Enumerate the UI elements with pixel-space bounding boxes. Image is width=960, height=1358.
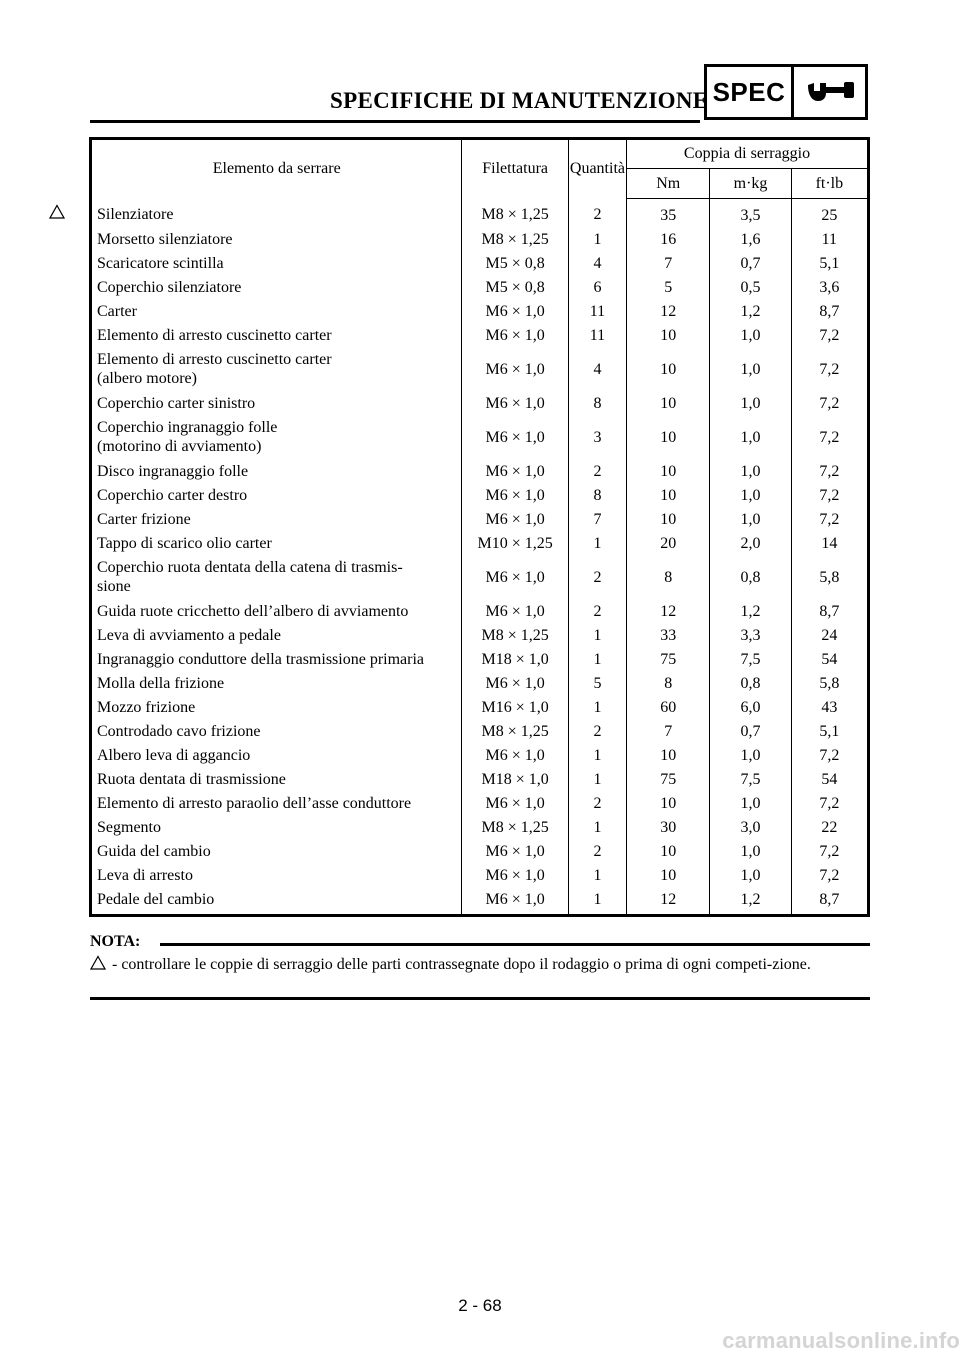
element-name: Ruota dentata di trasmissione: [97, 770, 286, 788]
cell-nm: 5: [627, 275, 710, 299]
spec-label: SPEC: [712, 76, 786, 107]
table-row: [91, 791, 869, 815]
cell-ftlb: 3,6: [791, 275, 868, 299]
table-row: [91, 623, 869, 647]
wrench-icon: [804, 79, 856, 105]
cell-thread: M6 × 1,0: [462, 887, 568, 916]
cell-nm: 16: [627, 227, 710, 251]
cell-nm: 10: [627, 483, 710, 507]
cell-thread: M6 × 1,0: [462, 863, 568, 887]
note-rule-top: [160, 943, 870, 946]
cell-ftlb: 7,2: [791, 743, 868, 767]
element-name: Elemento di arresto cuscinetto carter: [97, 351, 332, 368]
cell-mkg: 1,0: [710, 863, 791, 887]
element-name: Pedale del cambio: [97, 890, 215, 908]
cell-ftlb: 14: [791, 531, 868, 555]
cell-thread: M6 × 1,0: [462, 415, 568, 459]
cell-element: [91, 299, 462, 323]
cell-thread: M6 × 1,0: [462, 507, 568, 531]
table-row: [91, 719, 869, 743]
cell-element: [91, 791, 462, 815]
note-label: NOTA:: [90, 933, 141, 950]
cell-ftlb: 7,2: [791, 507, 868, 531]
cell-nm: 10: [627, 323, 710, 347]
cell-element: [91, 719, 462, 743]
column-header-element: Elemento da serrare: [91, 139, 462, 199]
cell-element: [91, 459, 462, 483]
cell-thread: M8 × 1,25: [462, 227, 568, 251]
cell-ftlb: 25: [791, 199, 868, 228]
cell-element: [91, 695, 462, 719]
cell-mkg: 1,0: [710, 323, 791, 347]
cell-element: [91, 323, 462, 347]
table-row: [91, 815, 869, 839]
cell-thread: M6 × 1,0: [462, 599, 568, 623]
cell-quantity: 1: [568, 815, 626, 839]
cell-quantity: 4: [568, 347, 626, 391]
cell-ftlb: 7,2: [791, 863, 868, 887]
table-row: [91, 863, 869, 887]
cell-ftlb: 7,2: [791, 347, 868, 391]
cell-nm: 10: [627, 459, 710, 483]
cell-ftlb: 11: [791, 227, 868, 251]
cell-element: [91, 347, 462, 391]
note-rule-bottom: [90, 997, 870, 1000]
cell-quantity: 3: [568, 415, 626, 459]
table-row: [91, 391, 869, 415]
cell-quantity: 1: [568, 531, 626, 555]
triangle-mark-icon: [90, 955, 106, 970]
cell-thread: M8 × 1,25: [462, 623, 568, 647]
cell-nm: 12: [627, 299, 710, 323]
cell-quantity: 2: [568, 555, 626, 599]
table-row: [91, 483, 869, 507]
table-row: [91, 671, 869, 695]
cell-ftlb: 8,7: [791, 599, 868, 623]
cell-quantity: 5: [568, 671, 626, 695]
cell-ftlb: 8,7: [791, 299, 868, 323]
cell-quantity: 1: [568, 767, 626, 791]
cell-mkg: 1,6: [710, 227, 791, 251]
cell-quantity: 11: [568, 323, 626, 347]
cell-ftlb: 24: [791, 623, 868, 647]
element-name: Carter frizione: [97, 510, 191, 528]
cell-ftlb: 7,2: [791, 459, 868, 483]
watermark: carmanualsonline.info: [722, 1328, 960, 1353]
element-name: Molla della frizione: [97, 674, 225, 692]
cell-ftlb: 5,8: [791, 671, 868, 695]
cell-element: [91, 671, 462, 695]
cell-mkg: 1,0: [710, 839, 791, 863]
element-name: Disco ingranaggio folle: [97, 462, 249, 480]
element-name: Segmento: [97, 818, 161, 836]
cell-mkg: 1,0: [710, 791, 791, 815]
cell-quantity: 2: [568, 791, 626, 815]
element-name: Controdado cavo frizione: [97, 722, 261, 740]
cell-thread: M8 × 1,25: [462, 199, 568, 228]
header-rule: [90, 120, 700, 123]
table-row: [91, 887, 869, 916]
cell-thread: M16 × 1,0: [462, 695, 568, 719]
cell-thread: M6 × 1,0: [462, 391, 568, 415]
cell-element: [91, 743, 462, 767]
element-name: Leva di arresto: [97, 866, 193, 884]
cell-quantity: 1: [568, 695, 626, 719]
note-text-block: [90, 953, 870, 977]
cell-mkg: 6,0: [710, 695, 791, 719]
cell-ftlb: 54: [791, 647, 868, 671]
cell-quantity: 2: [568, 719, 626, 743]
cell-nm: 10: [627, 839, 710, 863]
table-row: [91, 347, 869, 391]
cell-element: [91, 839, 462, 863]
cell-nm: 12: [627, 599, 710, 623]
table-row: [91, 275, 869, 299]
cell-ftlb: 7,2: [791, 391, 868, 415]
cell-mkg: 1,0: [710, 459, 791, 483]
cell-thread: M6 × 1,0: [462, 743, 568, 767]
cell-quantity: 8: [568, 391, 626, 415]
cell-mkg: 0,7: [710, 719, 791, 743]
cell-ftlb: 5,1: [791, 719, 868, 743]
cell-quantity: 6: [568, 275, 626, 299]
table-row: [91, 555, 869, 599]
cell-quantity: 2: [568, 199, 626, 228]
element-name: Coperchio ingranaggio folle: [97, 419, 278, 436]
cell-quantity: 4: [568, 251, 626, 275]
wrench-icon-box: [791, 64, 868, 120]
column-header-quantity: Quantità: [568, 139, 626, 199]
cell-nm: 75: [627, 767, 710, 791]
table-row: [91, 507, 869, 531]
element-name: Mozzo frizione: [97, 698, 196, 716]
cell-quantity: 1: [568, 743, 626, 767]
cell-thread: M6 × 1,0: [462, 323, 568, 347]
cell-ftlb: 5,1: [791, 251, 868, 275]
cell-nm: 35: [627, 199, 710, 228]
cell-thread: M6 × 1,0: [462, 459, 568, 483]
cell-nm: 10: [627, 415, 710, 459]
cell-thread: M6 × 1,0: [462, 555, 568, 599]
cell-thread: M10 × 1,25: [462, 531, 568, 555]
column-header-ftlb: ft·lb: [791, 169, 868, 199]
element-name: Scaricatore scintilla: [97, 254, 224, 272]
cell-ftlb: 7,2: [791, 839, 868, 863]
cell-nm: 10: [627, 743, 710, 767]
cell-mkg: 7,5: [710, 647, 791, 671]
cell-ftlb: 7,2: [791, 415, 868, 459]
cell-element: [91, 483, 462, 507]
element-name: Coperchio carter sinistro: [97, 394, 256, 412]
cell-nm: 75: [627, 647, 710, 671]
cell-thread: M6 × 1,0: [462, 347, 568, 391]
cell-thread: M18 × 1,0: [462, 767, 568, 791]
cell-mkg: 3,3: [710, 623, 791, 647]
cell-mkg: 1,2: [710, 887, 791, 916]
cell-quantity: 2: [568, 599, 626, 623]
cell-quantity: 11: [568, 299, 626, 323]
table-row: [91, 839, 869, 863]
cell-element: [91, 555, 462, 599]
cell-thread: M6 × 1,0: [462, 671, 568, 695]
cell-nm: 20: [627, 531, 710, 555]
cell-mkg: 1,2: [710, 599, 791, 623]
cell-element: [91, 647, 462, 671]
element-name-continued: sione: [97, 578, 131, 595]
table-row: [91, 299, 869, 323]
cell-thread: M6 × 1,0: [462, 299, 568, 323]
element-name: Elemento di arresto paraolio dell’asse conduttore: [97, 794, 412, 812]
cell-element: [91, 227, 462, 251]
element-name: Guida del cambio: [97, 842, 211, 860]
cell-mkg: 1,0: [710, 391, 791, 415]
cell-nm: 30: [627, 815, 710, 839]
cell-thread: M6 × 1,0: [462, 483, 568, 507]
column-header-nm: Nm: [627, 169, 710, 199]
cell-nm: 60: [627, 695, 710, 719]
cell-element: [91, 767, 462, 791]
column-header-torque: Coppia di serraggio: [627, 139, 869, 169]
cell-ftlb: 7,2: [791, 791, 868, 815]
cell-mkg: 0,8: [710, 671, 791, 695]
table-row: [91, 199, 869, 228]
cell-thread: M5 × 0,8: [462, 251, 568, 275]
cell-ftlb: 5,8: [791, 555, 868, 599]
cell-nm: 10: [627, 791, 710, 815]
cell-mkg: 0,7: [710, 251, 791, 275]
cell-mkg: 1,2: [710, 299, 791, 323]
table-row: [91, 767, 869, 791]
cell-quantity: 2: [568, 839, 626, 863]
cell-mkg: 0,5: [710, 275, 791, 299]
table-row: [91, 459, 869, 483]
page-number: 2 - 68: [458, 1296, 502, 1315]
element-name-continued: (motorino di avviamento): [97, 438, 262, 455]
cell-nm: 8: [627, 671, 710, 695]
element-name: Coperchio silenziatore: [97, 278, 242, 296]
cell-thread: M6 × 1,0: [462, 791, 568, 815]
torque-table: [89, 137, 870, 917]
cell-nm: 7: [627, 251, 710, 275]
element-name: Carter: [97, 302, 137, 320]
cell-element: [91, 275, 462, 299]
cell-element: [91, 507, 462, 531]
cell-thread: M8 × 1,25: [462, 719, 568, 743]
cell-thread: M18 × 1,0: [462, 647, 568, 671]
element-name: Albero leva di aggancio: [97, 746, 251, 764]
cell-mkg: 3,5: [710, 199, 791, 228]
page-title: SPECIFICHE DI MANUTENZIONE: [330, 88, 709, 113]
cell-mkg: 1,0: [710, 483, 791, 507]
cell-nm: 33: [627, 623, 710, 647]
table-row: [91, 647, 869, 671]
element-name: Coperchio carter destro: [97, 486, 248, 504]
cell-ftlb: 22: [791, 815, 868, 839]
cell-nm: 10: [627, 863, 710, 887]
element-name: Coperchio ruota dentata della catena di trasmis-: [97, 559, 403, 576]
table-row: [91, 415, 869, 459]
cell-quantity: 8: [568, 483, 626, 507]
element-name-continued: (albero motore): [97, 370, 197, 387]
cell-ftlb: 8,7: [791, 887, 868, 916]
element-name: Elemento di arresto cuscinetto carter: [97, 326, 332, 344]
table-row: [91, 323, 869, 347]
cell-nm: 7: [627, 719, 710, 743]
table-row: [91, 599, 869, 623]
cell-quantity: 1: [568, 863, 626, 887]
column-header-mkg: m·kg: [710, 169, 791, 199]
cell-mkg: 3,0: [710, 815, 791, 839]
cell-element: [91, 531, 462, 555]
cell-thread: M5 × 0,8: [462, 275, 568, 299]
table-row: [91, 531, 869, 555]
spec-badge: [704, 64, 794, 120]
cell-nm: 12: [627, 887, 710, 916]
cell-quantity: 1: [568, 227, 626, 251]
element-name: Tappo di scarico olio carter: [97, 534, 272, 552]
cell-mkg: 0,8: [710, 555, 791, 599]
cell-element: [91, 251, 462, 275]
cell-thread: M8 × 1,25: [462, 815, 568, 839]
cell-element: [91, 863, 462, 887]
table-row: [91, 743, 869, 767]
cell-mkg: 7,5: [710, 767, 791, 791]
column-header-thread: Filettatura: [462, 139, 568, 199]
element-name: Leva di avviamento a pedale: [97, 626, 281, 644]
cell-mkg: 1,0: [710, 507, 791, 531]
cell-mkg: 2,0: [710, 531, 791, 555]
cell-quantity: 2: [568, 459, 626, 483]
cell-ftlb: 7,2: [791, 323, 868, 347]
cell-quantity: 1: [568, 887, 626, 916]
cell-element: [91, 815, 462, 839]
cell-quantity: 7: [568, 507, 626, 531]
table-row: [91, 251, 869, 275]
cell-element: [91, 887, 462, 916]
cell-ftlb: 7,2: [791, 483, 868, 507]
note-text: - controllare le coppie di serraggio delle parti contrassegnate dopo il rodaggio o prima di ogni competi-zione.: [112, 956, 811, 973]
cell-quantity: 1: [568, 647, 626, 671]
cell-element: [91, 623, 462, 647]
cell-mkg: 1,0: [710, 743, 791, 767]
cell-nm: 10: [627, 391, 710, 415]
cell-ftlb: 54: [791, 767, 868, 791]
cell-nm: 10: [627, 507, 710, 531]
cell-element: [91, 199, 462, 228]
element-name: Guida ruote cricchetto dell’albero di avviamento: [97, 602, 409, 620]
element-name: Silenziatore: [97, 206, 174, 224]
cell-element: [91, 599, 462, 623]
cell-nm: 8: [627, 555, 710, 599]
cell-quantity: 1: [568, 623, 626, 647]
cell-nm: 10: [627, 347, 710, 391]
table-row: [91, 695, 869, 719]
element-name: Ingranaggio conduttore della trasmissione primaria: [97, 650, 425, 668]
cell-element: [91, 391, 462, 415]
cell-thread: M6 × 1,0: [462, 839, 568, 863]
triangle-mark-icon: [49, 204, 65, 219]
element-name: Morsetto silenziatore: [97, 230, 233, 248]
table-row: [91, 227, 869, 251]
cell-ftlb: 43: [791, 695, 868, 719]
cell-mkg: 1,0: [710, 415, 791, 459]
cell-mkg: 1,0: [710, 347, 791, 391]
cell-element: [91, 415, 462, 459]
